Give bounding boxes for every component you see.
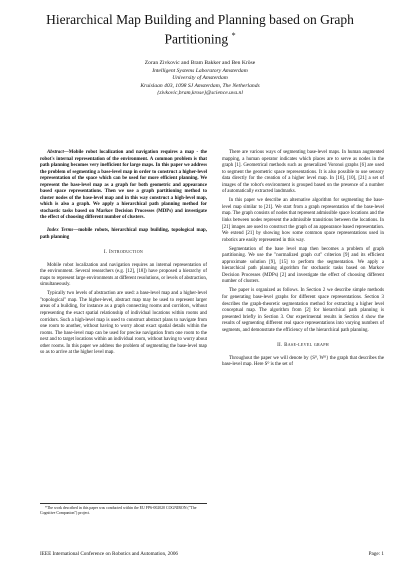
abstract (40, 150, 207, 222)
intro-paragraph: Mobile robot localization and navigation requires an internal representation of the environment. Several researchers (e.g. [12], [18]) have proposed a hierarchy of maps to represent large environments at different resolutions, or levels of abstraction, simultaneously. (40, 262, 208, 288)
author-block (60, 60, 340, 98)
left-column (40, 150, 207, 359)
footer-venue: IEEE International Conference on Robotics and Automation, 2006 (40, 551, 179, 557)
paper-title-text: Hierarchical Map Building and Planning based on Graph Partitioning (46, 12, 354, 47)
abstract-label: Abstract— (47, 150, 69, 155)
body-paragraph: In this paper we describe an alternative algorithm for segmenting the base-level map similar to [21]. We start from a graph representation of the base-level map. The graph consists of nodes that represent admissible space locations and the links between nodes represent the admissible transitions between the locations. In [21] images are used to construct the graph of an appearance based representation. We extend [21] by showing how some common space representations used in robotics are easily represented in this way. (222, 198, 384, 243)
university: University of Amsterdam (172, 75, 228, 82)
footer-page-number: Page: 1 (368, 551, 384, 557)
body-paragraph: The paper is organized as follows. In Section 2 we describe simple methods for generating base-level graphs for different space representations. Section 3 describes the graph-theoretic segmentation method for extracting a higher level conceptual map. The algorithm from [2] for hierarchical path planning is presented briefly in Section 3. Our experimental results in Section 4 show the results of segmenting different real space representations into varying numbers of segments, and demonstrate the efficiency of the hierarchical path planning. (222, 288, 384, 333)
index-terms-label: Index Terms— (47, 228, 79, 234)
section-heading-base-level-graph: II. Base-level graph (277, 343, 329, 349)
footnote: *The work described in this paper was conducted within the EU FP6-002020 COGNIRON ("The Cognitive Companion") project. (40, 503, 207, 516)
index-terms-text: mobile robots, hierarchical map building, topological map, path planning (40, 228, 207, 240)
address: Kruislaan 403, 1098 SJ Amsterdam, The Netherlands (140, 82, 260, 89)
index-terms (40, 228, 207, 241)
right-column (222, 150, 384, 371)
title-footnote-mark: * (231, 31, 236, 40)
body-paragraph: Throughout the paper we will denote by {S⁰, W⁰} the graph that describes the base-level map. Here S⁰ is the set of (222, 355, 384, 368)
body-paragraph: There are various ways of segmenting base-level maps. In human augmented mapping, a human operator indicates which places are to serve as nodes in the graph [1]. Geometrical methods such as generalized Voronoi graphs [6] are used to segment the geometric space representations. It is also possible to use sensory data directly for the creation of a higher level map. In [16], [10], [21] a set of images of the robot's environment is grouped based on the presence of a number of automatically extracted landmarks. (222, 150, 384, 195)
email: {zivkovic,bram,krose}@science.uva.nl (157, 90, 243, 97)
section-heading-introduction: I. Introduction (103, 250, 144, 256)
body-paragraph: Segmentation of the base level map then becomes a problem of graph partitioning. We use the "normalized graph cut" criterion [9] and its efficient approximate solution [9], [15] to perform the segmentation. We apply a hierarchical path planning algorithm for stochastic tasks based on Markov Decision Processes (MDPs) [2] and investigate the effect of choosing different number of clusters. (222, 246, 384, 285)
author-names: Zoran Zivkovic and Bram Bakker and Ben Kröse (144, 60, 256, 66)
intro-paragraph: Typically two levels of abstraction are used: a base-level map and a higher-level "topological" map. The higher-level, abstract map may be used to represent larger areas of a building, for instance as a graph connecting rooms and corridors, without representing the exact spatial relationship of individual locations within rooms and corridors. Such a high-level map is used to construct abstract plans to navigate from one room to another, without having to worry about exact spatial details within the rooms. The base-level map can be used for precise navigation from one room to the next and to target locations within an individual room, without having to worry about other rooms. In this paper we address the problem of segmenting the base-level map so as to arrive at the higher level map. (40, 291, 207, 356)
abstract-text: Mobile robot localization and navigation requires a map - the robot's internal representation of the environment. A common problem is that path planning becomes very inefficient for large maps. In this paper we address the problem of segmenting a base-level map in order to construct a higher-level representation of the space which can be used for more efficient planning. We represent the base-level map as a graph for both geometric and appearance based space representations. Then we use a graph partitioning method to cluster nodes of the base-level map and in this way construct a high-level map, which is also a graph. We apply a hierarchical path planning method for stochastic tasks based on Markov Decision Processes (MDPs) and investigate the effect of choosing different number of clusters. (40, 150, 207, 221)
paper-title (30, 12, 370, 48)
affiliation: Intelligent Systems Laboratory Amsterdam (152, 67, 248, 74)
